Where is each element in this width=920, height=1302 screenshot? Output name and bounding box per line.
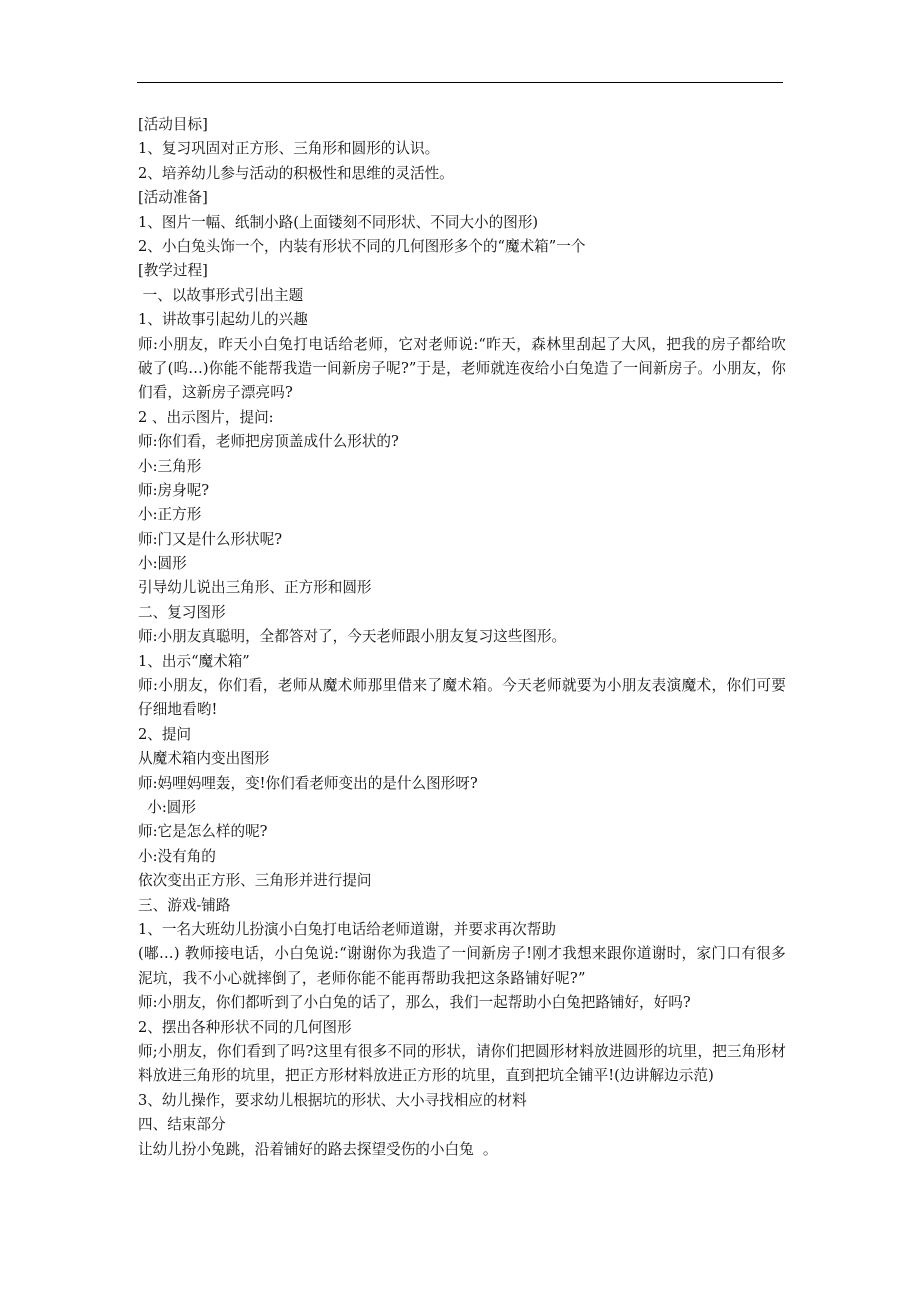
dialogue-line: 师:门又是什么形状呢? (138, 530, 283, 548)
part-three-heading: 三、游戏-铺路 (138, 896, 231, 914)
step-shapes: 2、摆出各种形状不同的几何图形 (138, 1018, 352, 1036)
dialogue-line: 小:圆形 (138, 555, 187, 573)
part-one-heading: 一、以故事形式引出主题 (138, 286, 304, 304)
dialogue-line: 小:圆形 (138, 799, 196, 817)
step-show-picture: 2 、出示图片，提问: (138, 408, 274, 426)
step-question: 2、提问 (138, 725, 192, 743)
step-phone-call: 1、一名大班幼儿扮演小白兔打电话给老师道谢，并要求再次帮助 (138, 920, 556, 938)
part-four-heading: 四、结束部分 (138, 1116, 226, 1134)
shapes-paragraph: 师;小朋友，你们看到了吗?这里有很多不同的形状，请你们把圆形材料放进圆形的坑里，把三角形材料放进三角形的坑里，把正方形材料放进正方形的坑里，直到把坑全铺平!(边讲解边示范) (138, 1042, 786, 1085)
dialogue-line: 师:它是怎么样的呢? (138, 823, 268, 841)
goal-item-1: 1、复习巩固对正方形、三角形和圆形的认识。 (138, 140, 440, 158)
section-heading-goals: [活动目标] (138, 116, 208, 133)
story-paragraph: 师:小朋友，昨天小白兔打电话给老师，它对老师说:“昨天，森林里刮起了大风，把我的房子都给吹破了(呜…)你能不能帮我造一间新房子呢?”于是，老师就连夜给小白兔造了一间新房子。小朋友，你们看，这新房子漂亮吗? (138, 335, 786, 402)
instruction-line: 从魔术箱内变出图形 (138, 750, 270, 768)
dialogue-line: 师:房身呢? (138, 481, 210, 499)
dialogue-line: 师:小朋友真聪明，全都答对了，今天老师跟小朋友复习这些图形。 (138, 628, 567, 646)
closing-line: 让幼儿扮小兔跳，沿着铺好的路去探望受伤的小白兔 。 (138, 1140, 498, 1158)
header-rule (137, 82, 783, 83)
lesson-plan-body (138, 113, 786, 1162)
step-story: 1、讲故事引起幼儿的兴趣 (138, 311, 308, 329)
dialogue-line: 师:你们看，老师把房顶盖成什么形状的? (138, 433, 399, 451)
goal-item-2: 2、培养幼儿参与活动的积极性和思维的灵活性。 (138, 164, 454, 182)
preparation-item-2: 2、小白兔头饰一个，内装有形状不同的几何图形多个的“魔术箱”一个 (138, 237, 586, 255)
dialogue-line: 师:妈哩妈哩轰，变!你们看老师变出的是什么图形呀? (138, 774, 478, 792)
phone-call-paragraph: (嘟…) 教师接电话，小白兔说:“谢谢你为我造了一间新房子!刚才我想来跟你道谢时，家门口有很多泥坑，我不小心就摔倒了，老师你能不能再帮助我把这条路铺好呢?” (138, 945, 786, 987)
part-two-heading: 二、复习图形 (138, 603, 226, 621)
step-operation: 3、幼儿操作，要求幼儿根据坑的形状、大小寻找相应的材料 (138, 1091, 527, 1109)
dialogue-line: 小:三角形 (138, 457, 202, 475)
instruction-line: 引导幼儿说出三角形、正方形和圆形 (138, 579, 372, 597)
dialogue-line: 小:正方形 (138, 506, 202, 524)
dialogue-line: 师:小朋友，你们都听到了小白兔的话了，那么，我们一起帮助小白兔把路铺好，好吗? (138, 994, 691, 1012)
instruction-line: 依次变出正方形、三角形并进行提问 (138, 872, 372, 890)
step-magic-box: 1、出示“魔术箱” (138, 652, 250, 670)
section-heading-process: [教学过程] (138, 262, 208, 280)
dialogue-line: 小:没有角的 (138, 847, 216, 865)
section-heading-preparation: [活动准备] (138, 189, 208, 207)
magic-box-paragraph: 师:小朋友，你们看，老师从魔术师那里借来了魔术箱。今天老师就要为小朋友表演魔术，你们可要仔细地看哟! (138, 677, 786, 719)
preparation-item-1: 1、图片一幅、纸制小路(上面镂刻不同形状、不同大小的图形) (138, 213, 539, 231)
